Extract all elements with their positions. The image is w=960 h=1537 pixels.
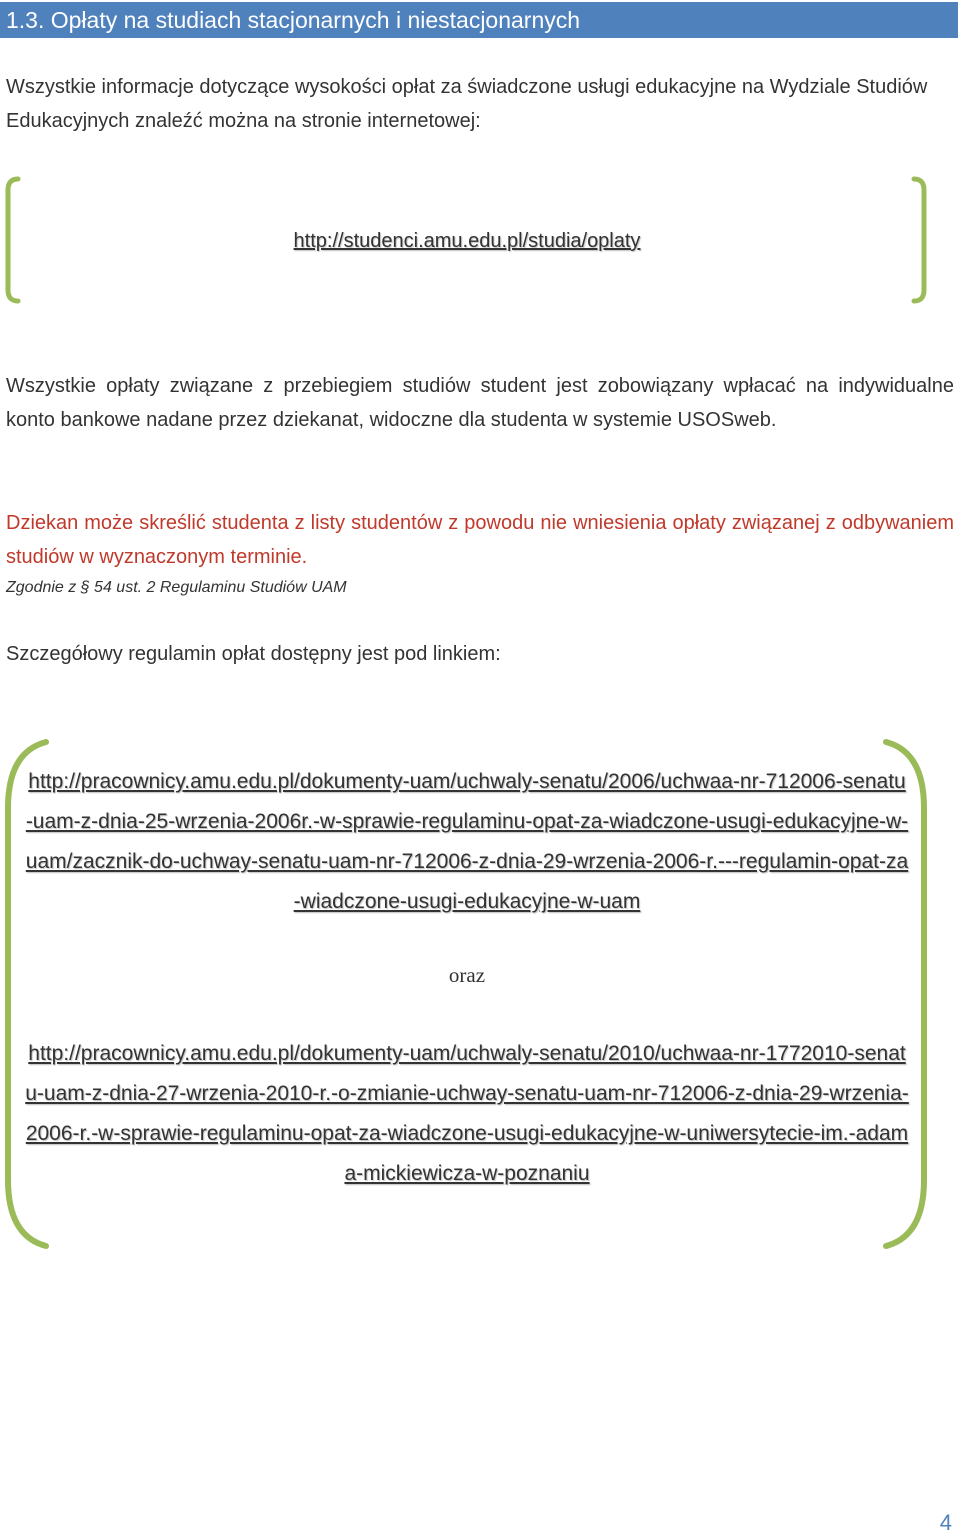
regulation-note: Zgodnie z § 54 ust. 2 Regulaminu Studiów UAM <box>6 579 347 596</box>
regulation-link-2010[interactable]: http://pracownicy.amu.edu.pl/dokumenty-uam/uchwaly-senatu/2010/uchwaa-nr-1772010-senatu-uam-z-dnia-27-wrzenia-2010-r.-o-zmianie-uchway-senatu-uam-nr-712006-z-dnia-29-wrzenia-2006-r.-w-sprawie-regulaminu-opat-za-wiadczone-usugi-edukacyjne-w-uniwersytecie-im.-adama-mickiewicza-w-poznaniu <box>25 1042 909 1185</box>
section-heading: 1.3. Opłaty na studiach stacjonarnych i niestacjonarnych <box>0 2 958 38</box>
removal-warning: Dziekan może skreślić studenta z listy studentów z powodu nie wniesienia opłaty związanej z odbywaniem studiów w wyznaczonym terminie. <box>6 512 954 568</box>
intro-paragraph: Wszystkie informacje dotyczące wysokości opłat za świadczone usługi edukacyjne na Wydziale Studiów Edukacyjnych znaleźć można na stronie internetowej: <box>6 76 928 132</box>
conjunction-text: oraz <box>448 963 486 987</box>
regulation-link-2006[interactable]: http://pracownicy.amu.edu.pl/dokumenty-uam/uchwaly-senatu/2006/uchwaa-nr-712006-senatu-uam-z-dnia-25-wrzenia-2006r.-w-sprawie-regulaminu-opat-za-wiadczone-usugi-edukacyjne-w-uam/zacznik-do-uchway-senatu-uam-nr-712006-z-dnia-29-wrzenia-2006-r.---regulamin-opat-za-wiadczone-usugi-edukacyjne-w-uam <box>25 770 909 913</box>
regulations-intro: Szczegółowy regulamin opłat dostępny jest pod linkiem: <box>6 643 501 665</box>
payment-info-paragraph: Wszystkie opłaty związane z przebiegiem studiów student jest zobowiązany wpłacać na indywidualne konto bankowe nadane przez dziekanat, widoczne dla studenta w systemie USOSweb. <box>6 375 954 431</box>
page-number: 4 <box>939 1510 952 1535</box>
regulation-links <box>25 762 909 1194</box>
fees-link[interactable]: http://studenci.amu.edu.pl/studia/oplaty <box>293 230 641 252</box>
